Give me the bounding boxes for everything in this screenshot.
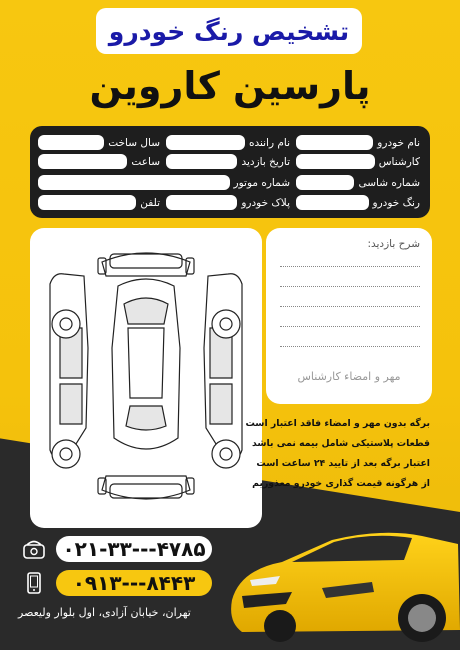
field-visit-date[interactable] [166,153,290,170]
note-line: از هرگونه قیمت گذاری خودرو معذوریم [252,478,430,489]
field-chassis-number[interactable] [296,174,420,191]
phone-number[interactable]: ۰۲۱-۳۳---۴۷۸۵ [56,536,212,562]
field-label: تلفن [140,196,160,209]
field-engine-number[interactable] [38,174,290,191]
field-time[interactable] [38,153,160,170]
field-label: رنگ خودرو [372,196,420,209]
stamp-signature-label: مهر و امضاء کارشناس [297,370,401,383]
field-value[interactable] [166,135,245,150]
field-car-name[interactable] [296,134,420,151]
field-label: کارشناس [378,155,420,168]
field-label: شماره شاسی [358,176,420,189]
field-value[interactable] [166,154,237,169]
field-driver-name[interactable] [166,134,290,151]
car-outline-diagram [30,228,262,528]
mobile-number[interactable]: ۰۹۱۳---۸۴۴۳ [56,570,212,596]
note-line: قطعات پلاستیکی شامل بیمه نمی باشد [252,438,430,449]
field-value[interactable] [38,175,230,190]
field-value[interactable] [296,175,354,190]
mobile-phone-icon [20,570,48,596]
field-value[interactable] [296,135,373,150]
field-label: نام راننده [248,136,290,149]
field-value[interactable] [38,135,104,150]
brand-name: پارسین کاروین [89,64,371,108]
inspection-description-panel [266,228,432,404]
field-value[interactable] [38,154,127,169]
field-value[interactable] [166,195,237,210]
field-inspector[interactable] [296,153,420,170]
car-diagram-panel [30,228,262,528]
field-label: ساعت [131,155,160,168]
description-title: شرح بازدید: [367,238,420,250]
terms-notes [245,414,430,494]
writing-line[interactable] [280,266,420,267]
writing-line[interactable] [280,326,420,327]
note-line: اعتبار برگه بعد از تایید ۲۴ ساعت است [256,458,430,469]
page-title: تشخیص رنگ خودرو [108,16,350,46]
yellow-sports-car-image [222,500,460,650]
field-label: شماره موتور [233,176,290,189]
field-value[interactable] [296,154,375,169]
field-value[interactable] [296,195,369,210]
field-year[interactable] [38,134,160,151]
field-label: پلاک خودرو [241,196,290,209]
field-label: سال ساخت [108,136,160,149]
telephone-icon [20,536,48,562]
field-license-plate[interactable] [166,194,290,211]
writing-line[interactable] [280,306,420,307]
address: تهران، خیابان آزادی، اول بلوار ولیعصر [18,606,191,619]
vehicle-info-form [30,126,430,218]
writing-line[interactable] [280,286,420,287]
field-label: نام خودرو [377,136,420,149]
field-label: تاریخ بازدید [241,155,290,168]
field-phone[interactable] [38,194,160,211]
writing-line[interactable] [280,346,420,347]
field-value[interactable] [38,195,136,210]
field-car-color[interactable] [296,194,420,211]
note-line: برگه بدون مهر و امضاء فاقد اعتبار است [245,418,430,429]
title-box [96,8,362,54]
